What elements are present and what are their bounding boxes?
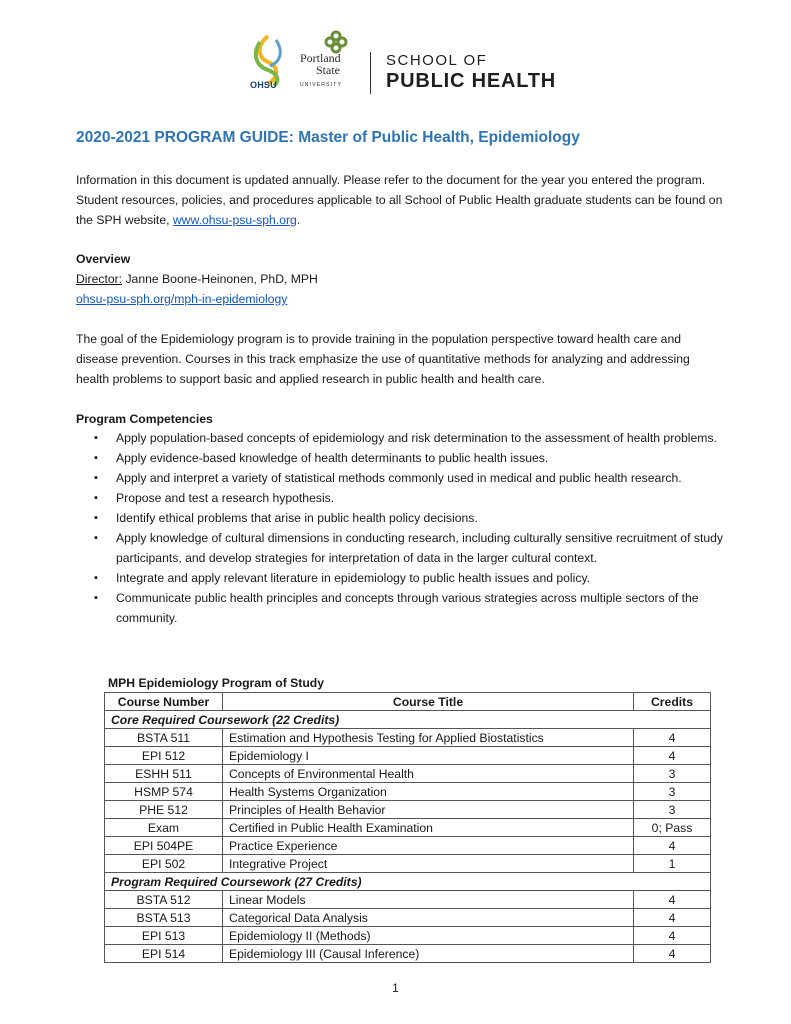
course-title-cell: Linear Models: [223, 891, 634, 909]
credits-cell: 4: [634, 909, 711, 927]
credits-cell: 4: [634, 945, 711, 963]
table-row: [105, 855, 711, 873]
course-title-cell: Principles of Health Behavior: [223, 801, 634, 819]
table-row: [105, 891, 711, 909]
table-row: [105, 729, 711, 747]
psu-line1: Portland: [300, 51, 341, 65]
director-line: [76, 269, 726, 289]
credits-cell: 3: [634, 801, 711, 819]
credits-cell: 3: [634, 765, 711, 783]
header-logos: [248, 30, 568, 102]
director-name: Janne Boone-Heinonen, PhD, MPH: [122, 272, 318, 286]
table-row: [105, 819, 711, 837]
course-number-cell: EPI 512: [105, 747, 223, 765]
section-title: Program Required Coursework (27 Credits): [105, 873, 711, 891]
credits-cell: 4: [634, 747, 711, 765]
list-item: ▪ Identify ethical problems that arise in public health policy decisions.: [76, 508, 736, 528]
course-number-cell: EPI 514: [105, 945, 223, 963]
sph-logo-text: [386, 52, 556, 92]
competencies-heading: Program Competencies: [76, 412, 213, 426]
program-of-study-table: [104, 692, 711, 963]
table-section-row: [105, 873, 711, 891]
course-number-cell: ESHH 511: [105, 765, 223, 783]
table-row: [105, 801, 711, 819]
list-item: ▪ Integrate and apply relevant literature in epidemiology to public health issues and policy.: [76, 568, 736, 588]
course-title-cell: Practice Experience: [223, 837, 634, 855]
psu-line3: UNIVERSITY: [300, 82, 343, 88]
table-body: [105, 711, 711, 963]
table-section-row: [105, 711, 711, 729]
table-row: [105, 765, 711, 783]
psu-line2: State: [316, 63, 340, 77]
sph-website-link[interactable]: www.ohsu-psu-sph.org: [172, 213, 297, 227]
course-number-cell: HSMP 574: [105, 783, 223, 801]
credits-cell: 1: [634, 855, 711, 873]
credits-cell: 0; Pass: [634, 819, 711, 837]
list-item: ▪ Apply population-based concepts of epidemiology and risk determination to the assessment of health problems.: [76, 428, 736, 448]
course-title-cell: Epidemiology III (Causal Inference): [223, 945, 634, 963]
course-title-cell: Epidemiology I: [223, 747, 634, 765]
course-number-cell: PHE 512: [105, 801, 223, 819]
column-header: Course Title: [223, 693, 634, 711]
list-item: ▪ Communicate public health principles and concepts through various strategies across multiple sectors of the community.: [76, 588, 736, 628]
course-number-cell: BSTA 513: [105, 909, 223, 927]
credits-cell: 3: [634, 783, 711, 801]
table-row: [105, 783, 711, 801]
list-item: ▪ Apply knowledge of cultural dimensions in conducting research, including culturally sensitive recruitment of study participants, and develop strategies for interpretation of data in the larger cultural context.: [76, 528, 736, 568]
intro-text-end: .: [296, 213, 301, 227]
course-title-cell: Certified in Public Health Examination: [223, 819, 634, 837]
list-item: ▪ Apply and interpret a variety of statistical methods commonly used in medical and public health research.: [76, 468, 736, 488]
course-title-cell: Health Systems Organization: [223, 783, 634, 801]
overview-heading: Overview: [76, 252, 131, 266]
course-number-cell: Exam: [105, 819, 223, 837]
section-title: Core Required Coursework (22 Credits): [105, 711, 711, 729]
intro-paragraph: [76, 170, 726, 230]
table-row: [105, 909, 711, 927]
list-item: ▪ Propose and test a research hypothesis.: [76, 488, 736, 508]
sph-line2: PUBLIC HEALTH: [386, 70, 557, 92]
director-label: Director:: [76, 272, 123, 286]
program-link-line: [76, 289, 726, 309]
goal-paragraph: The goal of the Epidemiology program is to provide training in the population perspective toward health care and disease prevention. Courses in this track emphasize the use of quantitative methods for analyzing and addressing health problems to support basic and applied research in public health and health care.: [76, 332, 690, 386]
course-number-cell: EPI 502: [105, 855, 223, 873]
course-number-cell: BSTA 512: [105, 891, 223, 909]
credits-cell: 4: [634, 729, 711, 747]
document-title: 2020-2021 PROGRAM GUIDE: Master of Public Health, Epidemiology: [76, 129, 580, 146]
page-number: 1: [392, 981, 399, 995]
course-title-cell: Estimation and Hypothesis Testing for Applied Biostatistics: [223, 729, 634, 747]
intro-text: Information in this document is updated annually. Please refer to the document for the year you entered the program. Student resources, policies, and procedures applicable to all School of Public Health graduate students can be found on the SPH website,: [76, 173, 723, 227]
course-number-cell: EPI 513: [105, 927, 223, 945]
course-title-cell: Categorical Data Analysis: [223, 909, 634, 927]
column-header: Course Number: [105, 693, 223, 711]
sph-line1: SCHOOL OF: [386, 52, 488, 69]
table-row: [105, 927, 711, 945]
course-title-cell: Epidemiology II (Methods): [223, 927, 634, 945]
credits-cell: 4: [634, 891, 711, 909]
column-header: Credits: [634, 693, 711, 711]
course-title-cell: Integrative Project: [223, 855, 634, 873]
course-number-cell: BSTA 511: [105, 729, 223, 747]
table-caption: MPH Epidemiology Program of Study: [108, 676, 325, 690]
logo-divider: [370, 52, 371, 94]
ohsu-logo-text: OHSU: [250, 80, 277, 90]
table-header-row: [105, 693, 711, 711]
list-item: ▪ Apply evidence-based knowledge of health determinants to public health issues.: [76, 448, 736, 468]
credits-cell: 4: [634, 927, 711, 945]
table-row: [105, 945, 711, 963]
credits-cell: 4: [634, 837, 711, 855]
competencies-list: [76, 428, 736, 628]
table-row: [105, 837, 711, 855]
program-page-link[interactable]: ohsu-psu-sph.org/mph-in-epidemiology: [76, 292, 288, 306]
course-title-cell: Concepts of Environmental Health: [223, 765, 634, 783]
course-number-cell: EPI 504PE: [105, 837, 223, 855]
psu-logo-text: [300, 52, 342, 91]
table-row: [105, 747, 711, 765]
